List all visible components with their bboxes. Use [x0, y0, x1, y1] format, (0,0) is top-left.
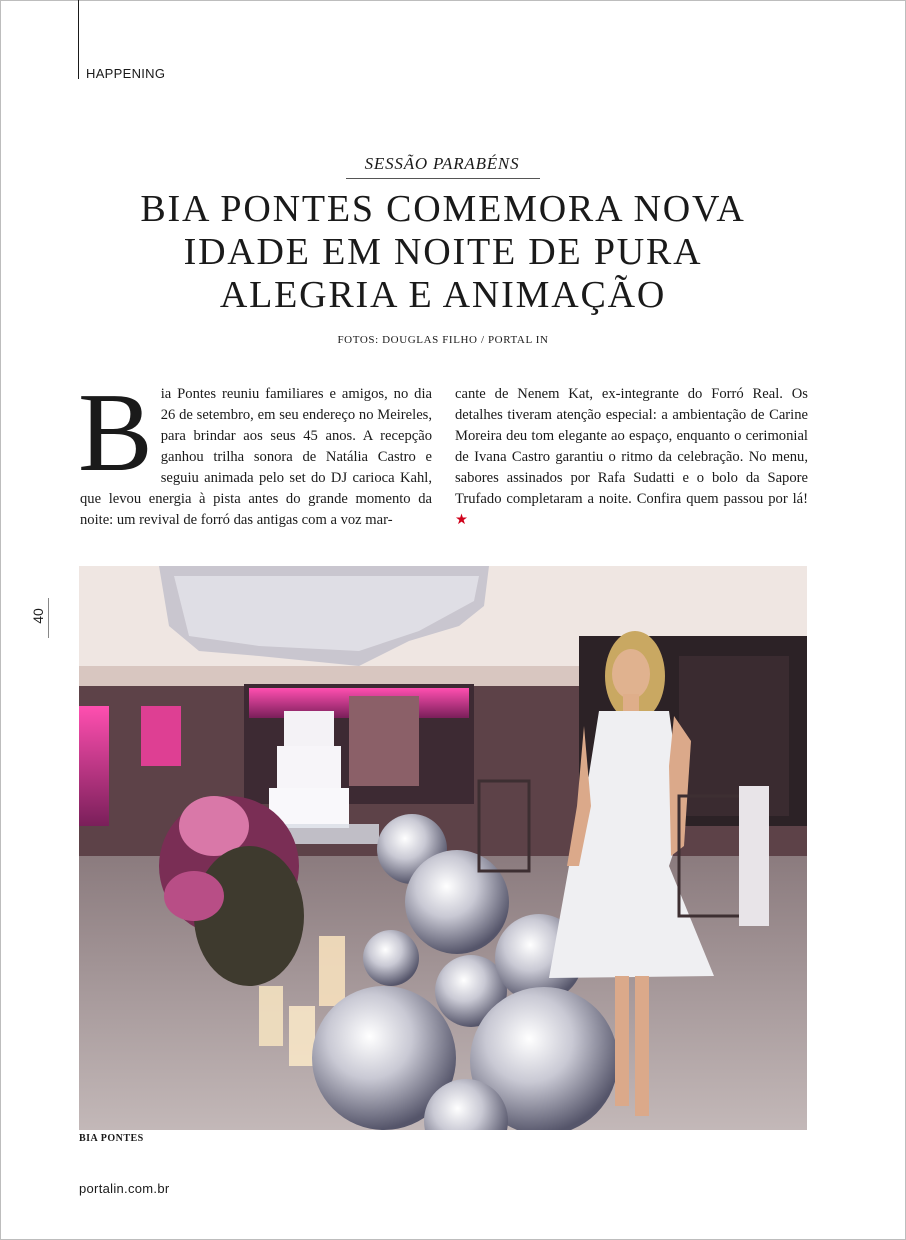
page-number: 40: [29, 608, 46, 624]
event-photo-illustration: [79, 566, 807, 1130]
section-rule: [78, 0, 79, 79]
kicker-underline: [346, 178, 540, 179]
body-column-1: [78, 371, 432, 531]
body-text-1: ia Pontes reuniu familiares e amigos, no dia 26 de setembro, em seu endereço no Meireles, para brindar aos seus 45 anos. A recepção ganhou trilha sonora de Natália Castro e seguiu animada pelo set do DJ carioca Kahl, que levou energia à pista antes do grande momento da noite: um revival de forró das antigas com a voz mar-: [80, 386, 432, 528]
body-column-2: [455, 384, 808, 531]
section-label: HAPPENING: [86, 66, 166, 81]
page-number-rule: [48, 598, 49, 638]
footer-url[interactable]: portalin.com.br: [79, 1181, 170, 1196]
article-kicker: SESSÃO PARABÉNS: [364, 154, 520, 173]
event-photo: [79, 566, 807, 1130]
photo-credit: FOTOS: DOUGLAS FILHO / PORTAL IN: [337, 334, 549, 346]
end-mark-star-icon: ★: [455, 512, 469, 528]
article-headline: BIA PONTES COMEMORA NOVA IDADE EM NOITE DE PURA ALEGRIA E ANIMAÇÃO: [140, 188, 746, 316]
photo-caption: BIA PONTES: [79, 1133, 144, 1144]
body-text-2: cante de Nenem Kat, ex-integrante do Forró Real. Os detalhes tiveram atenção especial: a ambientação de Carine Moreira deu tom elegante ao espaço, enquanto o cerimonial de Ivana Castro garantiu o ritmo da celebração. No menu, sabores assinados por Rafa Sudatti e o bolo da Sapore Trufado completaram a noite. Confira quem passou por lá!: [455, 386, 808, 507]
drop-cap: B: [78, 371, 153, 495]
